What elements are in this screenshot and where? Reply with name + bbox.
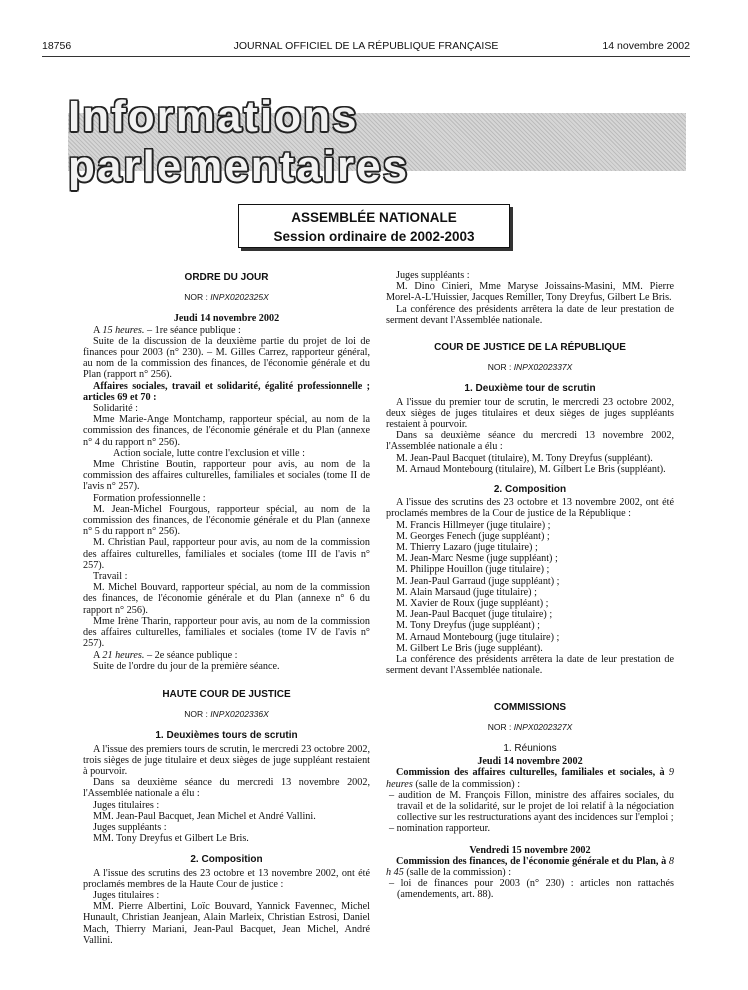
haute-cour-paragraph: Dans sa deuxième séance du mercredi 13 novembre 2002, l'Assemblée nationale a élu : <box>83 777 370 800</box>
commissions-date-2: Vendredi 15 novembre 2002 <box>469 844 591 856</box>
ordre-paragraph: Mme Christine Boutin, rapporteur pour avis, au nom de la commission des affaires culturelles, familiales et sociales (tome II de l'avis n° 257). <box>83 459 370 493</box>
ordre-heading: Travail : <box>93 571 128 583</box>
haute-cour-subtitle-2: 2. Composition <box>190 854 263 866</box>
haute-cour-heading: Juges titulaires : <box>93 799 160 811</box>
commission-item: – loi de finances pour 2003 (n° 230) : articles non rattachés (amendements, art. 88). <box>389 878 674 901</box>
banner-title: Informations parlementaires <box>68 92 410 191</box>
ordre-nor: NOR : INPX0202325X <box>184 292 269 303</box>
list-item: M. Francis Hillmeyer (juge titulaire) ; <box>396 519 551 531</box>
commission-item: – nomination rapporteur. <box>389 823 491 835</box>
ordre-paragraph: Suite de la discussion de la deuxième partie du projet de loi de finances pour 2003 (n° 230). – M. Gilles Carrez, rapporteur général, au nom de la commission des finances, de l'économie générale et du Plan (rapport n° 256). <box>83 335 370 381</box>
left-column <box>83 270 370 946</box>
seance-2: A 21 heures. – 2e séance publique : <box>93 649 238 661</box>
list-item: M. Thierry Lazaro (juge titulaire) ; <box>396 542 538 554</box>
ordre-paragraph: M. Christian Paul, rapporteur pour avis, au nom de la commission des affaires culturelles, familiales et sociales (tome III de l'avis n° 257). <box>83 537 370 571</box>
cour-justice-title: COUR DE JUSTICE DE LA RÉPUBLIQUE <box>434 342 626 354</box>
list-item: M. Jean-Marc Nesme (juge suppléant) ; <box>396 553 558 565</box>
list-item: M. Georges Fenech (juge suppléant) ; <box>396 530 550 542</box>
haute-cour-nor: NOR : INPX0202336X <box>184 709 269 720</box>
cour-paragraph: Dans sa deuxième séance du mercredi 13 novembre 2002, l'Assemblée nationale a élu : <box>386 430 674 453</box>
section-banner <box>68 92 686 191</box>
cour-paragraph: M. Jean-Paul Bacquet (titulaire), M. Tony Dreyfus (suppléant). <box>396 452 653 464</box>
commission-item: – audition de M. François Fillon, ministre des affaires sociales, du travail et de la solidarité, sur le projet de loi relatif à la négociation collective sur les restructurations ayant des incidences sur l'emploi ; <box>389 789 674 824</box>
ordre-paragraph: Mme Marie-Ange Montchamp, rapporteur spécial, au nom de la commission des finances, de l'économie générale et du Plan (annexe n° 4 du rapport n° 256). <box>83 414 370 448</box>
right-column <box>386 270 674 901</box>
haute-cour-paragraph: A l'issue des scrutins des 23 octobre et 13 novembre 2002, ont été proclamés membres de la Haute Cour de justice : <box>83 867 370 890</box>
cour-members-list <box>386 520 674 654</box>
ordre-date: Jeudi 14 novembre 2002 <box>173 313 280 325</box>
ordre-paragraph: Suite de l'ordre du jour de la première séance. <box>93 660 280 672</box>
journal-title: JOURNAL OFFICIEL DE LA RÉPUBLIQUE FRANÇAISE <box>233 40 499 52</box>
commissions-nor: NOR : INPX0202327X <box>487 721 573 732</box>
list-item: M. Philippe Houillon (juge titulaire) ; <box>396 564 550 576</box>
haute-cour-paragraph: MM. Jean-Paul Bacquet, Jean Michel et André Vallini. <box>93 810 316 822</box>
cour-paragraph: La conférence des présidents arrêtera la date de leur prestation de serment devant l'Assemblée nationale. <box>386 654 674 677</box>
ordre-heading: Solidarité : <box>93 403 138 415</box>
ordre-paragraph: M. Jean-Michel Fourgous, rapporteur spécial, au nom de la commission des finances, de l'économie générale et du Plan (annexe n° 5 du rapport n° 256). <box>83 503 370 538</box>
commissions-subtitle: 1. Réunions <box>503 742 557 754</box>
cour-paragraph: A l'issue des scrutins des 23 octobre et 13 novembre 2002, ont été proclamés membres de la Cour de justice de la République : <box>386 497 674 520</box>
list-item: M. Alain Marsaud (juge titulaire) ; <box>396 586 537 598</box>
commission-2: Commission des finances, de l'économie générale et du Plan, à 8 h 45 (salle de la commission) : <box>386 855 674 878</box>
list-item: M. Xavier de Roux (juge suppléant) ; <box>396 598 549 610</box>
ordre-subject: Affaires sociales, travail et solidarité, égalité professionnelle ; articles 69 et 70 : <box>83 380 370 403</box>
commission-1: Commission des affaires culturelles, familiales et sociales, à 9 heures (salle de la commission) : <box>386 767 674 790</box>
suppleants-heading: Juges suppléants : <box>396 270 470 281</box>
header-rule <box>42 56 690 57</box>
cour-subtitle-1: 1. Deuxième tour de scrutin <box>464 383 596 395</box>
commissions-date-1: Jeudi 14 novembre 2002 <box>477 756 583 768</box>
header-date: 14 novembre 2002 <box>602 40 690 52</box>
ordre-heading: Action sociale, lutte contre l'exclusion et ville : <box>113 447 305 459</box>
seance-1: A 15 heures. – 1re séance publique : <box>93 324 241 336</box>
list-item: M. Jean-Paul Garraud (juge suppléant) ; <box>396 575 560 587</box>
commissions-title: COMMISSIONS <box>493 701 567 713</box>
haute-cour-heading: Juges suppléants : <box>93 821 167 833</box>
list-item: M. Tony Dreyfus (juge suppléant) ; <box>396 620 540 632</box>
page-header <box>42 40 690 54</box>
ordre-title: ORDRE DU JOUR <box>184 272 269 283</box>
cour-subtitle-2: 2. Composition <box>493 484 567 496</box>
list-item: M. Gilbert Le Bris (juge suppléant). <box>396 642 543 654</box>
page-number: 18756 <box>42 40 72 52</box>
haute-cour-subtitle-1: 1. Deuxièmes tours de scrutin <box>155 730 298 742</box>
cour-paragraph: M. Arnaud Montebourg (titulaire), M. Gilbert Le Bris (suppléant). <box>396 463 666 475</box>
suppleants-paragraph: La conférence des présidents arrêtera la date de leur prestation de serment devant l'Assemblée nationale. <box>386 303 674 326</box>
ordre-paragraph: M. Michel Bouvard, rapporteur spécial, au nom de la commission des finances, de l'économie générale et du Plan (annexe n° 6 du rapport n° 256). <box>83 582 370 616</box>
haute-cour-paragraph: MM. Tony Dreyfus et Gilbert Le Bris. <box>93 833 249 845</box>
cour-paragraph: A l'issue du premier tour de scrutin, le mercredi 23 octobre 2002, deux sièges de juges titulaires et deux sièges de juges suppléants restaient à pourvoir. <box>386 396 674 431</box>
list-item: M. Arnaud Montebourg (juge titulaire) ; <box>396 631 560 643</box>
ordre-paragraph: Mme Irène Tharin, rapporteur pour avis, au nom de la commission des affaires culturelles, familiales et sociales (tome IV de l'avis n° 257). <box>83 615 370 650</box>
assembly-box <box>238 204 510 248</box>
session-title: Session ordinaire de 2002-2003 <box>273 229 475 244</box>
cour-justice-nor: NOR : INPX0202337X <box>487 362 573 373</box>
list-item: M. Jean-Paul Bacquet (juge titulaire) ; <box>396 609 553 621</box>
haute-cour-title: HAUTE COUR DE JUSTICE <box>162 688 291 700</box>
suppleants-paragraph: M. Dino Cinieri, Mme Maryse Joissains-Masini, MM. Pierre Morel-A-L'Huissier, Jacques Remiller, Tony Dreyfus, Gilbert Le Bris. <box>386 281 674 304</box>
ordre-heading: Formation professionnelle : <box>93 492 206 504</box>
haute-cour-heading: Juges titulaires : <box>93 889 160 901</box>
haute-cour-paragraph: A l'issue des premiers tours de scrutin, le mercredi 23 octobre 2002, trois sièges de juge titulaire et deux sièges de juge suppléant restaient à pourvoir. <box>83 743 370 777</box>
haute-cour-paragraph: MM. Pierre Albertini, Loïc Bouvard, Yannick Favennec, Michel Hunault, Christian Jeanjean, Alain Marleix, Christian Estrosi, Daniel Mach, Thierry Mariani, Jean-Paul Bacquet, Jean Michel, André Vallini. <box>83 901 370 946</box>
assembly-title: ASSEMBLÉE NATIONALE <box>291 210 457 225</box>
